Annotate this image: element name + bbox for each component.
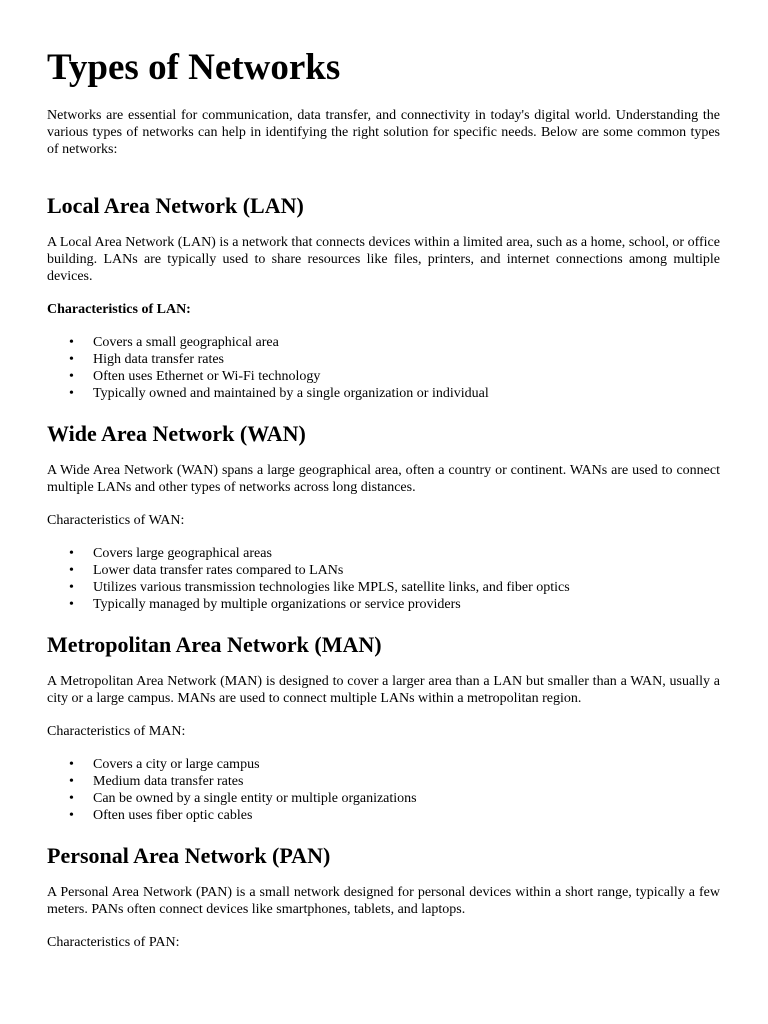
characteristics-list-lan <box>47 334 720 402</box>
section-heading-man: Metropolitan Area Network (MAN) <box>47 632 382 657</box>
characteristics-label-pan: Characteristics of PAN: <box>47 935 180 950</box>
bullet-icon: • <box>69 546 74 561</box>
section-man <box>47 613 720 824</box>
list-item-text: Utilizes various transmission technologies like MPLS, satellite links, and fiber optics <box>93 580 570 595</box>
bullet-icon: • <box>69 808 74 823</box>
list-item <box>69 545 720 562</box>
bullet-icon: • <box>69 791 74 806</box>
page-title: Types of Networks <box>47 47 341 88</box>
section-heading-wan: Wide Area Network (WAN) <box>47 421 306 446</box>
bullet-icon: • <box>69 369 74 384</box>
characteristics-list-man <box>47 756 720 824</box>
characteristics-label-man: Characteristics of MAN: <box>47 724 186 739</box>
bullet-icon: • <box>69 597 74 612</box>
list-item-text: Medium data transfer rates <box>93 774 244 789</box>
bullet-icon: • <box>69 563 74 578</box>
list-item-text: Lower data transfer rates compared to LANs <box>93 563 344 578</box>
section-heading-pan: Personal Area Network (PAN) <box>47 843 331 868</box>
section-description-lan: A Local Area Network (LAN) is a network that connects devices within a limited area, such as a home, school, or office building. LANs are typically used to share resources like files, printers, and internet connections among multiple devices. <box>47 235 720 284</box>
section-description-pan: A Personal Area Network (PAN) is a small network designed for personal devices within a short range, typically a few meters. PANs often connect devices like smartphones, tablets, and laptops. <box>47 885 720 917</box>
list-item <box>69 368 720 385</box>
list-item <box>69 756 720 773</box>
list-item-text: Can be owned by a single entity or multiple organizations <box>93 791 417 806</box>
characteristics-label-wan: Characteristics of WAN: <box>47 513 185 528</box>
intro-paragraph: Networks are essential for communication, data transfer, and connectivity in today's digital world. Understanding the various types of networks can help in identifying the right solution for specific needs. Below are some common types of networks: <box>47 108 720 157</box>
list-item-text: Covers a small geographical area <box>93 335 279 350</box>
characteristics-label-lan: Characteristics of LAN: <box>47 302 191 317</box>
section-heading-lan: Local Area Network (LAN) <box>47 193 304 218</box>
characteristics-list-wan <box>47 545 720 613</box>
section-lan <box>47 174 720 402</box>
list-item <box>69 579 720 596</box>
list-item <box>69 562 720 579</box>
section-description-man: A Metropolitan Area Network (MAN) is designed to cover a larger area than a LAN but smaller than a WAN, usually a city or a large campus. MANs are used to connect multiple LANs within a metropolitan region. <box>47 674 720 706</box>
section-description-wan: A Wide Area Network (WAN) spans a large geographical area, often a country or continent. WANs are used to connect multiple LANs and other types of networks across long distances. <box>47 463 720 495</box>
bullet-icon: • <box>69 757 74 772</box>
list-item <box>69 334 720 351</box>
bullet-icon: • <box>69 352 74 367</box>
section-wan <box>47 402 720 613</box>
bullet-icon: • <box>69 774 74 789</box>
list-item <box>69 385 720 402</box>
list-item-text: Often uses fiber optic cables <box>93 808 253 823</box>
list-item-text: Covers large geographical areas <box>93 546 272 561</box>
bullet-icon: • <box>69 335 74 350</box>
list-item-text: High data transfer rates <box>93 352 224 367</box>
list-item <box>69 596 720 613</box>
bullet-icon: • <box>69 580 74 595</box>
list-item-text: Typically owned and maintained by a single organization or individual <box>93 386 489 401</box>
list-item <box>69 807 720 824</box>
section-pan <box>47 824 720 967</box>
list-item <box>69 773 720 790</box>
list-item-text: Typically managed by multiple organizations or service providers <box>93 597 461 612</box>
list-item-text: Covers a city or large campus <box>93 757 260 772</box>
list-item <box>69 351 720 368</box>
bullet-icon: • <box>69 386 74 401</box>
list-item-text: Often uses Ethernet or Wi-Fi technology <box>93 369 321 384</box>
list-item <box>69 790 720 807</box>
